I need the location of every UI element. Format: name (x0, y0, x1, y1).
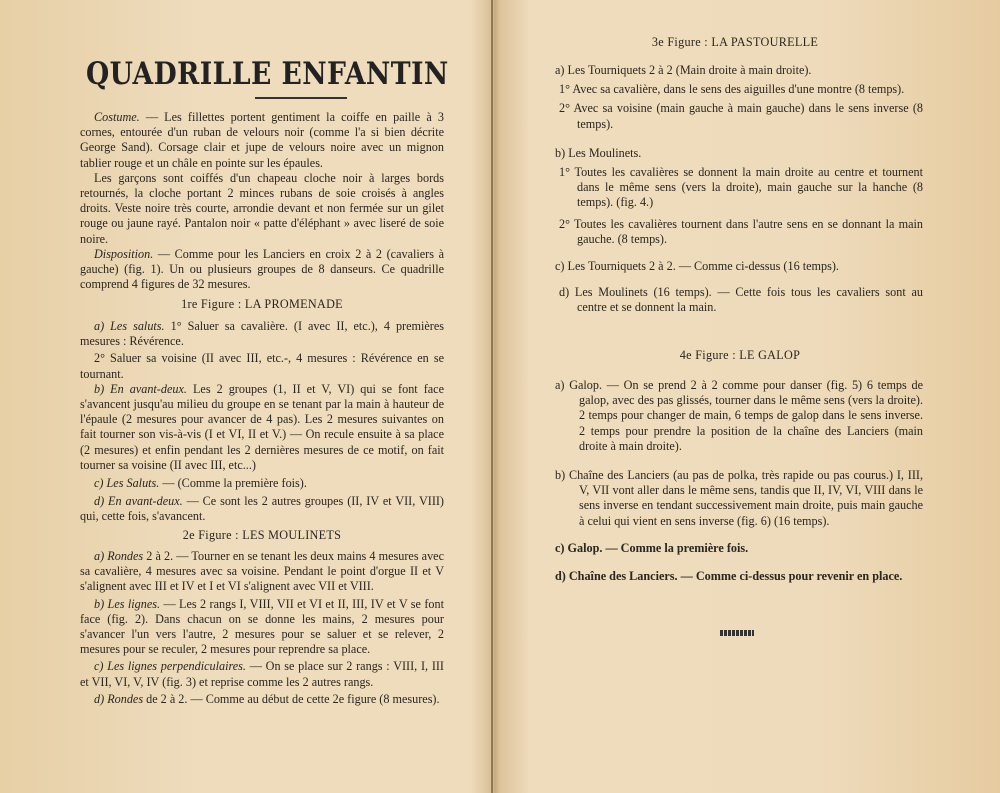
fig2-d-label: d) Rondes (94, 691, 144, 706)
fig4-b-item: b) Chaîne des Lanciers (au pas de polka, très rapide ou pas courus.) I, III, V, VII vont aller dans le même sens, tandis que II, IV, VI, VIII dans le sens inverse en tendant successivement main droite, puis main gauche à celui qui vient en sens inverse (fig. 6) (16 temps). (555, 468, 923, 528)
page-gutter (491, 0, 493, 793)
fig2-b-text: — Les 2 rangs I, VIII, VII et VI et II, III, IV et V se font face (fig. 2). Dans chacun on se donne les mains, 2 mesures pour s'avancer l'un vers l'autre, 2 mesures pour se saluer et se relever, 2 mesures pour se reculer, 2 mesures pour reprendre sa place. (80, 596, 444, 657)
fig1-b-label: b) En avant-deux. (94, 381, 187, 396)
fig1-d-item (80, 494, 444, 524)
fig4-a-item: a) Galop. — On se prend 2 à 2 comme pour danser (fig. 5) 6 temps de galop, avec des pas glissés, tourner dans le même sens (vers la droite). 2 temps pour changer de main, 6 temps de galop dans le sens inverse. 2 temps pour prendre la position de la chaîne des Lanciers (main droite à main droite). (555, 378, 923, 453)
fig3-a-item: a) Les Tourniquets 2 à 2 (Main droite à main droite). (555, 63, 812, 77)
page-title: QUADRILLE ENFANTIN (86, 56, 449, 92)
fig3-b-item: b) Les Moulinets. (555, 145, 642, 160)
fig3-a1-item: 1° Avec sa cavalière, dans le sens des aiguilles d'une montre (8 temps). (559, 82, 905, 97)
figure-1-section (80, 319, 444, 525)
fig2-a-item (80, 549, 444, 595)
title-underline (255, 97, 347, 99)
fig3-d-item: d) Les Moulinets (16 temps). — Cette fois tous les cavaliers sont au centre et se donnent la main. (559, 285, 923, 315)
fig1-b-item (80, 382, 444, 473)
fig2-c-label: c) Les lignes perpendiculaires. (94, 659, 246, 674)
fig2-b-label: b) Les lignes. (94, 596, 161, 611)
figure-2-section (80, 549, 444, 707)
fig2-c-text: — On se place sur 2 rangs : VIII, I, III et VII, VI, V, IV (fig. 3) et reprise comme les 2 autres rangs. (80, 659, 444, 689)
fig2-a-text: 2 à 2. — Tourner en se tenant les deux mains 4 mesures avec sa cavalière, 4 mesures avec sa voisine. Pendant le point d'orgue II et V s'alignent avec III et IV et I et VI s'alignent avec VII et VIII. (80, 549, 445, 594)
disposition-label: Disposition. (94, 246, 154, 261)
disposition-paragraph (80, 247, 444, 293)
figure-2-heading: 2e Figure : LES MOULINETS (182, 528, 342, 542)
fig1-c-label: c) Les Saluts. (94, 476, 160, 491)
figure-4-heading: 4e Figure : LE GALOP (679, 348, 801, 362)
left-page (80, 0, 452, 793)
fig1-d-label: d) En avant-deux. (94, 494, 183, 509)
figure-4-section (555, 378, 923, 584)
fig3-b2-item: 2° Toutes les cavalières tournent dans l'autre sens en se donnant la main gauche. (8 temps). (559, 216, 923, 246)
fig2-d-text: de 2 à 2. — Comme au début de cette 2e figure (8 mesures). (143, 691, 440, 706)
costume-label: Costume. (94, 110, 140, 124)
costume-section (80, 110, 444, 292)
costume-text: — Les fillettes portent gentiment la coiffe en paille à 3 cornes, entourée d'un ruban de velours noir (comme l'a si bien décrite George Sand). Corsage clair et jupe de velours noire avec un mignon tablier rouge et un châle en pointe sur les épaules. (80, 110, 444, 170)
fig1-a-label: a) Les saluts. (94, 319, 165, 333)
fig2-c-item (80, 659, 444, 689)
fig1-c-text: — (Comme la première fois). (159, 476, 307, 491)
right-page (555, 0, 925, 793)
figure-1-heading: 1re Figure : LA PROMENADE (181, 297, 343, 311)
fig4-c-item: c) Galop. — Comme la première fois. (555, 540, 749, 555)
fig1-a-item (80, 319, 444, 349)
figure-3-section (555, 63, 923, 316)
fig4-d-item: d) Chaîne des Lanciers. — Comme ci-dessus pour revenir en place. (555, 569, 903, 584)
boys-paragraph: Les garçons sont coiffés d'un chapeau cloche noir à larges bords retournés, la cloche portant 2 minces rubans de soie croisés à angles droits. Veste noire très courte, arrondie devant et non fermée sur un gilet rouge ou jaune rayé. Pantalon noir « patte d'éléphant » avec liseré de soie noire. (80, 170, 444, 246)
fig2-b-item (80, 597, 444, 658)
fig1-a-text: 1° Saluer sa cavalière. (I avec II, etc.), 4 premières mesures : Révérence. (80, 319, 445, 349)
fig2-d-item (80, 692, 444, 707)
fig1-b-text: Les 2 groupes (1, II et V, VI) qui se font face s'avancent jusqu'au milieu du groupe en se tenant par la main à hauteur de l'épaule (2 mesures pour avancer de 4 pas). Les 2 mesures suivantes on fait tourner son vis-à-vis (I et VI, II et V.) — On recule ensuite à sa place (2 mesures) et enfin pendant les 2 dernières mesures de ce motif, on fait tourner sa voisine (II avec III, etc...) (80, 381, 444, 472)
fig3-a2-item: 2° Avec sa voisine (main gauche à main gauche) dans le sens inverse (8 temps). (559, 101, 923, 131)
fig3-b1-item: 1° Toutes les cavalières se donnent la main droite au centre et tournent dans le même sens (vers la droite), main gauche sur la hanche (8 temps). (fig. 4.) (559, 165, 923, 210)
fig1-d-text: — Ce sont les 2 autres groupes (II, IV et VII, VIII) qui, cette fois, s'avancent. (80, 494, 444, 524)
fig3-c-item: c) Les Tourniquets 2 à 2. — Comme ci-dessus (16 temps). (555, 259, 839, 274)
costume-paragraph (80, 110, 444, 171)
disposition-text: — Comme pour les Lanciers en croix 2 à 2 (cavaliers à gauche) (fig. 1). Un ou plusieurs groupes de 8 danseurs. Ce quadrille comprend 4 figures de 32 mesures. (80, 246, 444, 292)
fig2-a-label: a) Rondes (94, 549, 144, 563)
fig1-a2-item: 2° Saluer sa voisine (II avec III, etc.-, 4 mesures : Révérence en se tournant. (80, 351, 444, 381)
figure-3-heading: 3e Figure : LA PASTOURELLE (651, 35, 819, 49)
end-ornament (720, 630, 754, 636)
fig1-c-item (80, 476, 444, 491)
